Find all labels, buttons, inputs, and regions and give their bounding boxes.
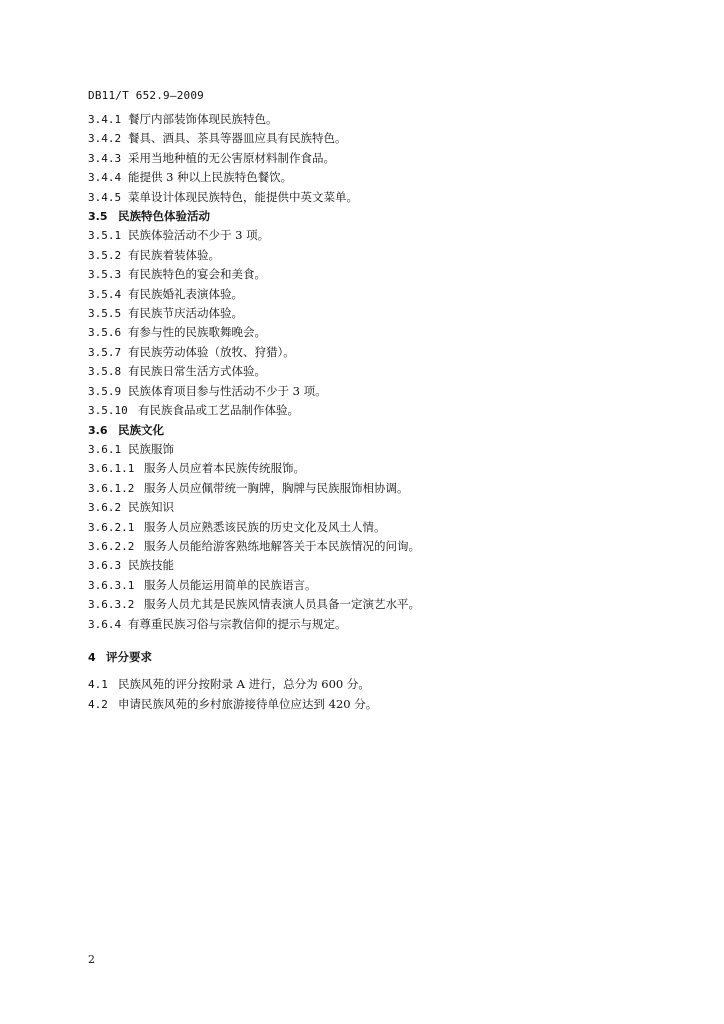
clause-3-5-9: [88, 382, 648, 401]
clause-number: 3.5.6: [88, 326, 122, 340]
clause-text: 民族风苑的评分按附录 A 进行，总分为 600 分。: [118, 677, 370, 692]
clause-number: 3.6.1: [88, 442, 122, 456]
clause-number: 3.5.9: [88, 384, 122, 398]
clause-number: 3.5.5: [88, 307, 122, 321]
page-number: 2: [88, 953, 95, 966]
clause-text: 服务人员应佩带统一胸牌，胸牌与民族服饰相协调。: [144, 480, 409, 495]
clause-text: 服务人员能给游客熟练地解答关于本民族情况的问询。: [144, 538, 420, 553]
clause-number: 3.6.3.2: [88, 598, 135, 612]
section-heading-3-5: [88, 207, 648, 226]
clause-number: 3.6.1.2: [88, 481, 135, 495]
clause-number: 3.6.2: [88, 501, 122, 515]
clause-3-4-2: [88, 129, 648, 148]
clause-number: 3.6.3: [88, 559, 122, 573]
section-spacer: [88, 667, 648, 675]
subsection-3-6-2: [88, 498, 648, 517]
clause-3-6-4: [88, 615, 648, 634]
clause-number: 3.4.1: [88, 113, 122, 126]
clause-text: 民族体育项目参与性活动不少于 3 项。: [128, 383, 327, 398]
clause-3-4-1: [88, 110, 648, 129]
clause-3-4-5: [88, 188, 648, 207]
clause-4-2: [88, 695, 648, 714]
clause-text: 有民族日常生活方式体验。: [128, 364, 266, 379]
clause-text: 民族体验活动不少于 3 项。: [128, 228, 270, 243]
clause-number: 3.5.7: [88, 345, 122, 359]
subsection-3-6-1: [88, 440, 648, 459]
clause-text: 民族技能: [128, 558, 174, 573]
clause-3-5-5: [88, 304, 648, 323]
clause-text: 民族服饰: [128, 441, 174, 456]
clause-text: 有参与性的民族歌舞晚会。: [128, 325, 266, 340]
section-heading-4: [88, 648, 648, 667]
clause-number: 3.5.10: [88, 404, 128, 418]
clause-number: 3.4.5: [88, 190, 122, 204]
clause-text: 有民族婚礼表演体验。: [128, 286, 243, 301]
clause-text: 能提供 3 种以上民族特色餐饮。: [128, 170, 293, 185]
section-title: 民族文化: [118, 422, 164, 437]
clause-number: 3.5.8: [88, 365, 122, 379]
clause-text: 有民族食品或工艺品制作体验。: [138, 403, 299, 418]
clause-3-5-1: [88, 226, 648, 245]
section-title: 评分要求: [106, 649, 152, 664]
section-spacer: [88, 634, 648, 648]
clause-number: 3.4.4: [88, 171, 122, 185]
clause-3-6-1-1: [88, 459, 648, 478]
clause-number: 3.4.2: [88, 132, 122, 146]
clause-number: 3.6.2.2: [88, 539, 135, 553]
clause-text: 有民族着装体验。: [128, 247, 220, 262]
document-body: [88, 110, 648, 714]
section-heading-3-6: [88, 421, 648, 440]
section-title: 民族特色体验活动: [118, 209, 210, 224]
section-number: 3.5: [88, 210, 108, 224]
clause-3-5-10: [88, 401, 648, 420]
section-number: 3.6: [88, 423, 108, 437]
clause-number: 3.6.1.1: [88, 462, 135, 476]
clause-text: 服务人员应熟悉该民族的历史文化及风土人情。: [144, 519, 386, 534]
clause-3-4-4: [88, 168, 648, 187]
clause-number: 3.4.3: [88, 151, 122, 165]
clause-3-5-8: [88, 362, 648, 381]
clause-text: 服务人员能运用简单的民族语言。: [144, 577, 317, 592]
section-number: 4: [88, 650, 96, 664]
clause-number: 3.6.4: [88, 617, 122, 631]
clause-4-1: [88, 675, 648, 694]
clause-text: 有民族节庆活动体验。: [128, 306, 243, 321]
clause-text: 民族知识: [128, 500, 174, 515]
clause-text: 服务人员应着本民族传统服饰。: [144, 461, 305, 476]
clause-number: 3.5.3: [88, 268, 122, 282]
clause-text: 有民族特色的宴会和美食。: [128, 267, 266, 282]
clause-text: 申请民族风苑的乡村旅游接待单位应达到 420 分。: [118, 696, 378, 711]
clause-3-5-2: [88, 246, 648, 265]
subsection-3-6-3: [88, 556, 648, 575]
clause-text: 服务人员尤其是民族风情表演人员具备一定演艺水平。: [144, 597, 420, 612]
clause-text: 采用当地种植的无公害原材料制作食品。: [128, 150, 335, 165]
clause-text: 有民族劳动体验（放牧、狩猎）。: [128, 344, 295, 359]
clause-text: 有尊重民族习俗与宗教信仰的提示与规定。: [128, 616, 347, 631]
clause-3-6-2-1: [88, 518, 648, 537]
clause-number: 3.6.3.1: [88, 578, 135, 592]
clause-3-5-3: [88, 265, 648, 284]
clause-3-5-6: [88, 323, 648, 342]
clause-3-6-2-2: [88, 537, 648, 556]
clause-3-6-3-2: [88, 595, 648, 614]
clause-number: 4.1: [88, 678, 108, 692]
clause-3-6-3-1: [88, 576, 648, 595]
clause-3-4-3: [88, 149, 648, 168]
clause-number: 4.2: [88, 697, 108, 711]
clause-3-5-4: [88, 285, 648, 304]
clause-number: 3.5.2: [88, 248, 122, 262]
clause-number: 3.6.2.1: [88, 520, 135, 534]
clause-text: 餐厅内部装饰体现民族特色。: [128, 112, 278, 126]
clause-3-6-1-2: [88, 479, 648, 498]
clause-number: 3.5.4: [88, 287, 122, 301]
clause-text: 菜单设计体现民族特色，能提供中英文菜单。: [128, 189, 358, 204]
clause-3-5-7: [88, 343, 648, 362]
standard-code-header: DB11/T 652.9—2009: [88, 89, 204, 102]
clause-text: 餐具、酒具、茶具等器皿应具有民族特色。: [128, 131, 347, 146]
clause-number: 3.5.1: [88, 229, 122, 243]
